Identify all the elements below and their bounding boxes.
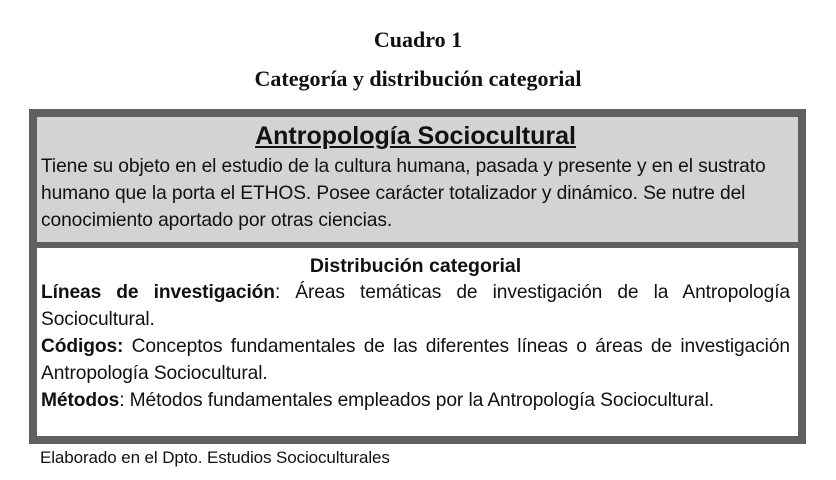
- entry-term: Códigos:: [41, 336, 124, 357]
- source-note: Elaborado en el Dpto. Estudios Socioculturales: [40, 448, 390, 467]
- category-table-frame: [29, 109, 806, 444]
- entry-text: Conceptos fundamentales de las diferentes líneas o áreas de investigación Antropología Sociocultural.: [41, 336, 790, 384]
- category-panel: [37, 117, 798, 242]
- table-number: Cuadro 1: [373, 27, 463, 52]
- entry-lineas: [41, 279, 790, 333]
- distribution-title: Distribución categorial: [309, 255, 522, 277]
- entry-text: Métodos fundamentales empleados por la Antropología Sociocultural.: [124, 390, 714, 411]
- entry-term: Métodos: [41, 390, 120, 411]
- entry-text: Áreas temáticas de investigación de la Antropología Sociocultural.: [41, 282, 790, 330]
- entry-metodos: [41, 387, 790, 414]
- entry-separator: :: [274, 282, 281, 303]
- entry-separator: :: [119, 390, 125, 411]
- entry-codigos: [41, 333, 790, 387]
- entry-term: Líneas de investigación: [41, 282, 275, 303]
- category-description: Tiene su objeto en el estudio de la cultura humana, pasada y presente y en el sustrato humano que la porta el ETHOS. Posee carácter totalizador y dinámico. Se nutre del conocimiento aportado por otras ciencias.: [41, 156, 766, 231]
- category-title: Antropología Sociocultural: [255, 122, 576, 150]
- distribution-panel: [37, 248, 798, 436]
- table-title: Categoría y distribución categorial: [254, 66, 582, 91]
